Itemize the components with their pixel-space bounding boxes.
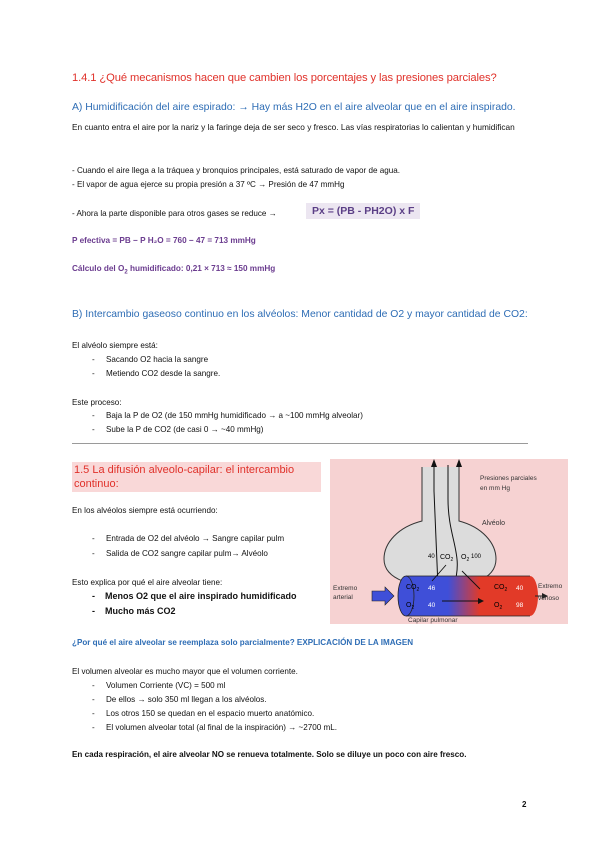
list-item: - Menos O2 que el aire inspirado humidificado [92, 591, 297, 601]
capillary-gradient [448, 576, 480, 616]
p-efectiva: P efectiva = PB − P H₂O = 760 − 47 = 713 mmHg [72, 236, 256, 245]
explica-text: Esto explica por qué el aire alveolar tiene: [72, 578, 223, 587]
presiones-label: Presiones parciales [480, 475, 537, 482]
list-item: - De ellos → solo 350 ml llegan a los alvéolos. [92, 695, 267, 704]
list-item: - El volumen alveolar total (al final de la inspiración) → ~2700 mL. [92, 723, 337, 732]
left-o2-value: 40 [428, 602, 436, 609]
left-co2-value: 46 [428, 585, 436, 592]
alveolo-100-value: 100 [471, 554, 482, 560]
section-title-1-5: 1.5 La difusión alveolo-capilar: el intercambio continuo: [72, 462, 321, 492]
section-title-1-4-1: 1.4.1 ¿Qué mecanismos hacen que cambien los porcentajes y las presiones parciales? [72, 72, 497, 84]
subheading-a: A) Humidificación del aire espirado: → Hay más H2O en el aire alveolar que en el aire inspirado. [72, 102, 516, 113]
list-item: - Sube la P de CO2 (de casi 0 → ~40 mmHg) [92, 425, 264, 434]
intro-text: En los alvéolos siempre está ocurriendo: [72, 506, 218, 515]
question-heading: ¿Por qué el aire alveolar se reemplaza solo parcialmente? EXPLICACIÓN DE LA IMAGEN [72, 638, 414, 647]
list-item: - Volumen Corriente (VC) = 500 ml [92, 681, 226, 690]
reduce-text: - Ahora la parte disponible para otros gases se reduce → [72, 209, 277, 218]
list-item: - Metiendo CO2 desde la sangre. [92, 369, 221, 378]
list-item: - Baja la P de O2 (de 150 mmHg humidificado → a ~100 mmHg alveolar) [92, 411, 363, 420]
list-item: - Los otros 150 se quedan en el espacio muerto anatómico. [92, 709, 315, 718]
right-co2-label: $CO_2$ [494, 584, 508, 593]
presiones-label-2: en mm Hg [480, 485, 510, 492]
alveolo-o2-label: $O_2$ [461, 554, 470, 563]
formula-box: Px = (PB - PH2O) x F [306, 203, 420, 219]
bullet-trachea: - Cuando el aire llega a la tráquea y bronquios principales, está saturado de vapor de agua. [72, 166, 401, 175]
right-co2-value: 40 [516, 585, 524, 592]
alveolo-label: El alvéolo siempre está: [72, 341, 158, 350]
extremo-venoso-label: Extremo [538, 583, 563, 590]
bullet-vapor-pressure: - El vapor de agua ejerce su propia presión a 37 ºC → Presión de 47 mmHg [72, 180, 345, 189]
extremo-venoso-label-2: venoso [538, 595, 559, 602]
alveolus-capillary-diagram [330, 459, 568, 624]
proceso-label: Este proceso: [72, 398, 122, 407]
right-o2-label: $O_2$ [494, 602, 503, 611]
left-o2-label: $O_2$ [406, 602, 415, 611]
alveolo-co2-label: $CO_2$ [440, 554, 454, 563]
list-item: - Mucho más CO2 [92, 606, 176, 616]
volumen-intro: El volumen alveolar es mucho mayor que el volumen corriente. [72, 667, 298, 676]
left-co2-label: $CO_2$ [406, 584, 420, 593]
list-item: - Sacando O2 hacia la sangre [92, 355, 209, 364]
page-number: 2 [522, 800, 527, 809]
alveolo-label: Alvéolo [482, 520, 505, 527]
divider [72, 443, 528, 444]
paragraph-humidification: En cuanto entra el aire por la nariz y la faringe deja de ser seco y fresco. Las vías respiratorias lo calientan y humidifican [72, 122, 515, 132]
extremo-arterial-label: Extremo [333, 585, 358, 592]
alveolo-o2-value: 40 [428, 554, 435, 560]
conclusion-text: En cada respiración, el aire alveolar NO se renueva totalmente. Solo se diluye un poco con aire fresco. [72, 750, 467, 759]
subheading-b: B) Intercambio gaseoso continuo en los alvéolos: Menor cantidad de O2 y mayor cantidad de CO2: [72, 309, 528, 320]
calc-o2-humidified: Cálculo del $O_2$ humidificado: 0,21 × 713 ≈ 150 mmHg [72, 264, 276, 276]
capilar-pulmonar-label: Capilar pulmonar [408, 617, 458, 624]
extremo-arterial-label-2: arterial [333, 594, 353, 601]
right-o2-value: 98 [516, 602, 524, 609]
list-item: - Entrada de O2 del alvéolo → Sangre capilar pulm [92, 534, 285, 543]
list-item: - Salida de CO2 sangre capilar pulm→ Alvéolo [92, 549, 268, 558]
